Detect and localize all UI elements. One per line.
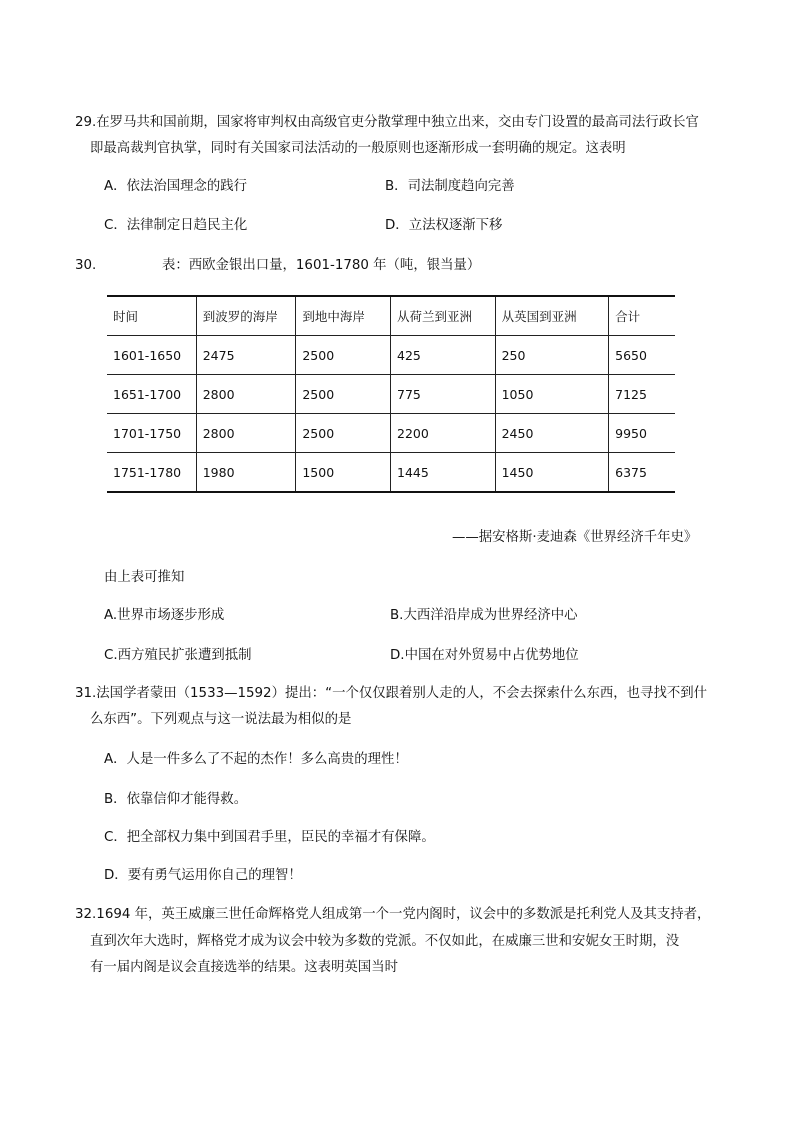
- table-cell: 2800: [196, 375, 296, 414]
- q31-option-c[interactable]: C．把全部权力集中到国君手里，臣民的幸福才有保障。: [104, 830, 435, 845]
- table-cell: 425: [391, 336, 496, 375]
- table-cell: 1701-1750: [107, 414, 196, 453]
- table-header: 到地中海岸: [296, 296, 391, 336]
- table-row: [107, 336, 675, 375]
- q31-option-b[interactable]: B．依靠信仰才能得救。: [104, 792, 248, 807]
- q29-line1: 29.在罗马共和国前期，国家将审判权由高级官吏分散掌理中独立出来，交由专门设置的最高司法行政长官: [75, 115, 699, 130]
- table-cell: 2200: [391, 414, 496, 453]
- q30-stem: 由上表可推知: [104, 570, 185, 585]
- table-header: 从英国到亚洲: [495, 296, 609, 336]
- q30-option-c[interactable]: C.西方殖民扩张遭到抵制: [104, 648, 252, 663]
- table-cell: 2500: [296, 375, 391, 414]
- q31-option-a[interactable]: A．人是一件多么了不起的杰作！多么高贵的理性！: [104, 752, 408, 767]
- table-cell: 1980: [196, 453, 296, 493]
- table-header-row: [107, 296, 675, 336]
- table-cell: 2500: [296, 414, 391, 453]
- table-cell: 1651-1700: [107, 375, 196, 414]
- q31-line1: 31.法国学者蒙田（1533—1592）提出：“一个仅仅跟着别人走的人，不会去探索什么东西，也寻找不到什: [75, 686, 708, 701]
- table-row: [107, 375, 675, 414]
- table-cell: 2450: [495, 414, 609, 453]
- table-cell: 250: [495, 336, 609, 375]
- q29-option-a[interactable]: A．依法治国理念的践行: [104, 179, 248, 194]
- q30-option-d[interactable]: D.中国在对外贸易中占优势地位: [390, 648, 579, 663]
- table-header: 从荷兰到亚洲: [391, 296, 496, 336]
- table-cell: 2800: [196, 414, 296, 453]
- table-cell: 2500: [296, 336, 391, 375]
- q29-option-c[interactable]: C．法律制定日趋民主化: [104, 218, 248, 233]
- table-cell: 5650: [609, 336, 675, 375]
- q30-option-b[interactable]: B.大西洋沿岸成为世界经济中心: [390, 608, 578, 623]
- table-cell: 1450: [495, 453, 609, 493]
- table-cell: 775: [391, 375, 496, 414]
- q32-line3: 有一届内阁是议会直接选举的结果。这表明英国当时: [90, 960, 398, 975]
- table-cell: 7125: [609, 375, 675, 414]
- table-cell: 1500: [296, 453, 391, 493]
- q29-option-b[interactable]: B．司法制度趋向完善: [385, 179, 515, 194]
- table-cell: 9950: [609, 414, 675, 453]
- table-row: [107, 453, 675, 493]
- table-header: 合计: [609, 296, 675, 336]
- q31-option-d[interactable]: D．要有勇气运用你自己的理智！: [104, 868, 302, 883]
- q32-line2: 直到次年大选时，辉格党才成为议会中较为多数的党派。不仅如此，在威廉三世和安妮女王时期，没: [90, 934, 680, 949]
- table-cell: 2475: [196, 336, 296, 375]
- table-cell: 1601-1650: [107, 336, 196, 375]
- q30-number: 30.: [75, 258, 97, 273]
- q31-line2: 么东西”。下列观点与这一说法最为相似的是: [90, 712, 352, 727]
- export-table: [107, 295, 675, 493]
- table-source: ——据安格斯·麦迪森《世界经济千年史》: [452, 530, 698, 545]
- table-row: [107, 414, 675, 453]
- table-caption: 表：西欧金银出口量，1601-1780 年（吨，银当量）: [162, 258, 481, 273]
- q32-line1: 32.1694 年，英王威廉三世任命辉格党人组成第一个一党内阁时，议会中的多数派是托利党人及其支持者，: [75, 907, 711, 922]
- q29-option-d[interactable]: D．立法权逐渐下移: [385, 218, 503, 233]
- table-cell: 1751-1780: [107, 453, 196, 493]
- table-cell: 1445: [391, 453, 496, 493]
- table-cell: 6375: [609, 453, 675, 493]
- q30-option-a[interactable]: A.世界市场逐步形成: [104, 608, 225, 623]
- q29-line2: 即最高裁判官执掌，同时有关国家司法活动的一般原则也逐渐形成一套明确的规定。这表明: [90, 141, 626, 156]
- table-cell: 1050: [495, 375, 609, 414]
- table-header: 时间: [107, 296, 196, 336]
- table-header: 到波罗的海岸: [196, 296, 296, 336]
